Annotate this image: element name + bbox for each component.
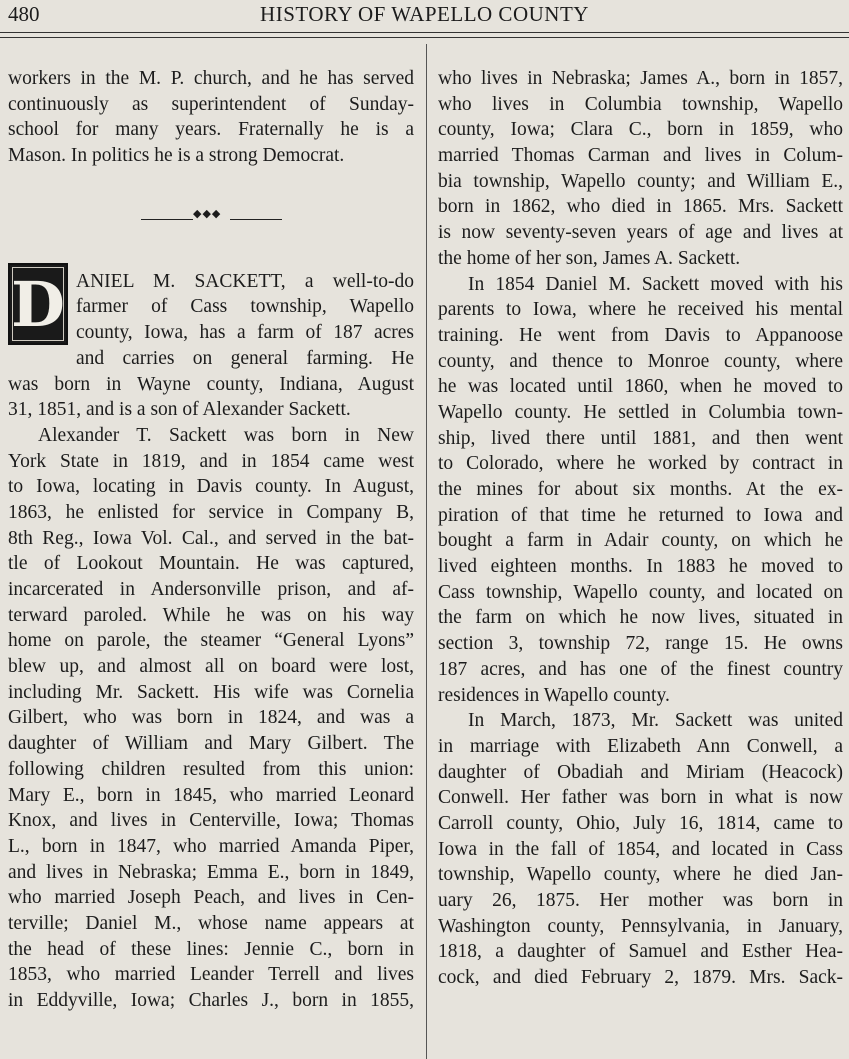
running-head: HISTORY OF WAPELLO COUNTY — [260, 2, 589, 26]
text-line: terville; Daniel M., whose name appears at — [8, 912, 414, 934]
text-line: who married Joseph Peach, and lives in Cen- — [8, 887, 414, 909]
text-line: cock, and died February 2, 1879. Mrs. Sack- — [438, 967, 843, 989]
text-line: who lives in Columbia township, Wapello — [438, 93, 843, 115]
paragraph-continued — [8, 66, 414, 169]
text-line: and carries on general farming. He — [76, 347, 414, 369]
biography-sackett — [8, 269, 414, 1014]
text-line: including Mr. Sackett. His wife was Cornelia — [8, 681, 414, 703]
text-line: the home of her son, James A. Sackett. — [438, 247, 741, 269]
text-line: who lives in Nebraska; James A., born in 1857, — [438, 68, 843, 89]
text-line: workers in the M. P. church, and he has served — [8, 68, 414, 89]
text-line: was born in Wayne county, Indiana, August — [8, 373, 414, 395]
text-line: Washington county, Pennsylvania, in January, — [438, 915, 843, 937]
text-line: piration of that time he returned to Iowa and — [438, 504, 843, 526]
text-line: county, Iowa, has a farm of 187 acres — [76, 322, 414, 344]
text-line: home on parole, the steamer “General Lyons” — [8, 630, 414, 652]
text-line: lived eighteen months. In 1883 he moved to — [438, 556, 843, 578]
text-line: to Colorado, where he worked by contract in — [438, 453, 843, 475]
text-line: residences in Wapello county. — [438, 684, 670, 706]
text-line: daughter of Obadiah and Miriam (Heacock) — [438, 761, 843, 783]
text-line: York State in 1819, and in 1854 came west — [8, 450, 414, 472]
column-divider — [426, 44, 427, 1059]
right-column — [438, 66, 843, 991]
text-line: training. He went from Davis to Appanoose — [438, 324, 843, 346]
text-line: 1818, a daughter of Samuel and Esther Hea- — [438, 941, 843, 963]
text-line: 1863, he enlisted for service in Company B, — [8, 501, 414, 523]
text-line: to Iowa, locating in Davis county. In August, — [8, 476, 414, 498]
text-line: blew up, and almost all on board were lost, — [8, 656, 414, 678]
text-line: terward paroled. While he was on his way — [8, 604, 414, 626]
diamond-ornament-icon: ◆◆◆ — [193, 207, 222, 220]
text-line: Iowa in the fall of 1854, and located in Cass — [438, 838, 843, 860]
text-line: married Thomas Carman and lives in Colum- — [438, 145, 843, 167]
ornament-rule-left — [141, 219, 193, 220]
text-line: in marriage with Elizabeth Ann Conwell, a — [438, 735, 843, 757]
text-line: Knox, and lives in Centerville, Iowa; Thomas — [8, 810, 414, 832]
text-line: 31, 1851, and is a son of Alexander Sackett. — [8, 399, 351, 421]
text-line: bought a farm in Adair county, on which he — [438, 530, 843, 552]
text-line: Conwell. Her father was born in what is now — [438, 787, 843, 809]
text-line: he was located until 1860, when he moved to — [438, 376, 843, 398]
text-line: Carroll county, Ohio, July 16, 1814, came to — [438, 812, 843, 834]
text-line: Mary E., born in 1845, who married Leonard — [8, 784, 414, 806]
text-line: Alexander T. Sackett was born in New — [38, 424, 414, 446]
text-line: daughter of William and Mary Gilbert. The — [8, 733, 414, 755]
text-line: bia township, Wapello county; and William E., — [438, 170, 843, 192]
text-line: Cass township, Wapello county, and located on — [438, 581, 843, 603]
text-line: parents to Iowa, where he received his mental — [438, 299, 843, 321]
page-number: 480 — [8, 2, 40, 26]
text-line: county, and thence to Monroe county, where — [438, 350, 843, 372]
ornament-rule-right — [230, 219, 282, 220]
text-line: In March, 1873, Mr. Sackett was united — [468, 710, 843, 732]
text-line: the mines for about six months. At the ex- — [438, 479, 843, 500]
text-line: Mason. In politics he is a strong Democrat. — [8, 145, 345, 167]
text-line: uary 26, 1875. Her mother was born in — [438, 890, 843, 911]
text-line: 8th Reg., Iowa Vol. Cal., and served in the bat- — [8, 527, 414, 549]
section-ornament — [8, 169, 414, 269]
text-line: continuously as superintendent of Sunday- — [8, 93, 414, 115]
text-line: township, Wapello county, where he died Jan- — [438, 864, 843, 886]
text-line: 1853, who married Leander Terrell and lives — [8, 964, 414, 986]
drop-cap-letter: D — [11, 267, 65, 341]
text-line: section 3, township 72, range 15. He owns — [438, 633, 843, 655]
text-line: is now seventy-seven years of age and lives at — [438, 222, 843, 244]
text-line: ship, lived there until 1881, and then went — [438, 427, 843, 449]
left-column — [8, 66, 414, 1014]
text-line: in Eddyville, Iowa; Charles J., born in 1855, — [8, 990, 414, 1011]
text-line: In 1854 Daniel M. Sackett moved with his — [468, 273, 843, 295]
text-line: Wapello county. He settled in Columbia town- — [438, 401, 843, 423]
text-line: tle of Lookout Mountain. He was captured, — [8, 553, 414, 575]
text-line: L., born in 1847, who married Amanda Piper, — [8, 835, 414, 857]
header-rule — [0, 32, 849, 33]
text-line: incarcerated in Andersonville prison, and af- — [8, 579, 414, 600]
text-line: county, Iowa; Clara C., born in 1859, who — [438, 119, 843, 141]
text-line: 187 acres, and has one of the finest country — [438, 658, 843, 680]
text-line: the head of these lines: Jennie C., born in — [8, 938, 414, 960]
text-line: following children resulted from this union: — [8, 758, 414, 780]
drop-cap — [8, 263, 68, 345]
text-line: the farm on which he now lives, situated in — [438, 607, 843, 629]
text-line: and lives in Nebraska; Emma E., born in 1849, — [8, 861, 414, 883]
text-line: ANIEL M. SACKETT, a well-to-do — [76, 270, 414, 292]
header-rule-thin — [0, 37, 849, 38]
text-line: born in 1862, who died in 1865. Mrs. Sackett — [438, 196, 843, 218]
text-line: school for many years. Fraternally he is a — [8, 119, 414, 141]
text-line: Gilbert, who was born in 1824, and was a — [8, 707, 414, 729]
text-line: farmer of Cass township, Wapello — [76, 296, 414, 318]
